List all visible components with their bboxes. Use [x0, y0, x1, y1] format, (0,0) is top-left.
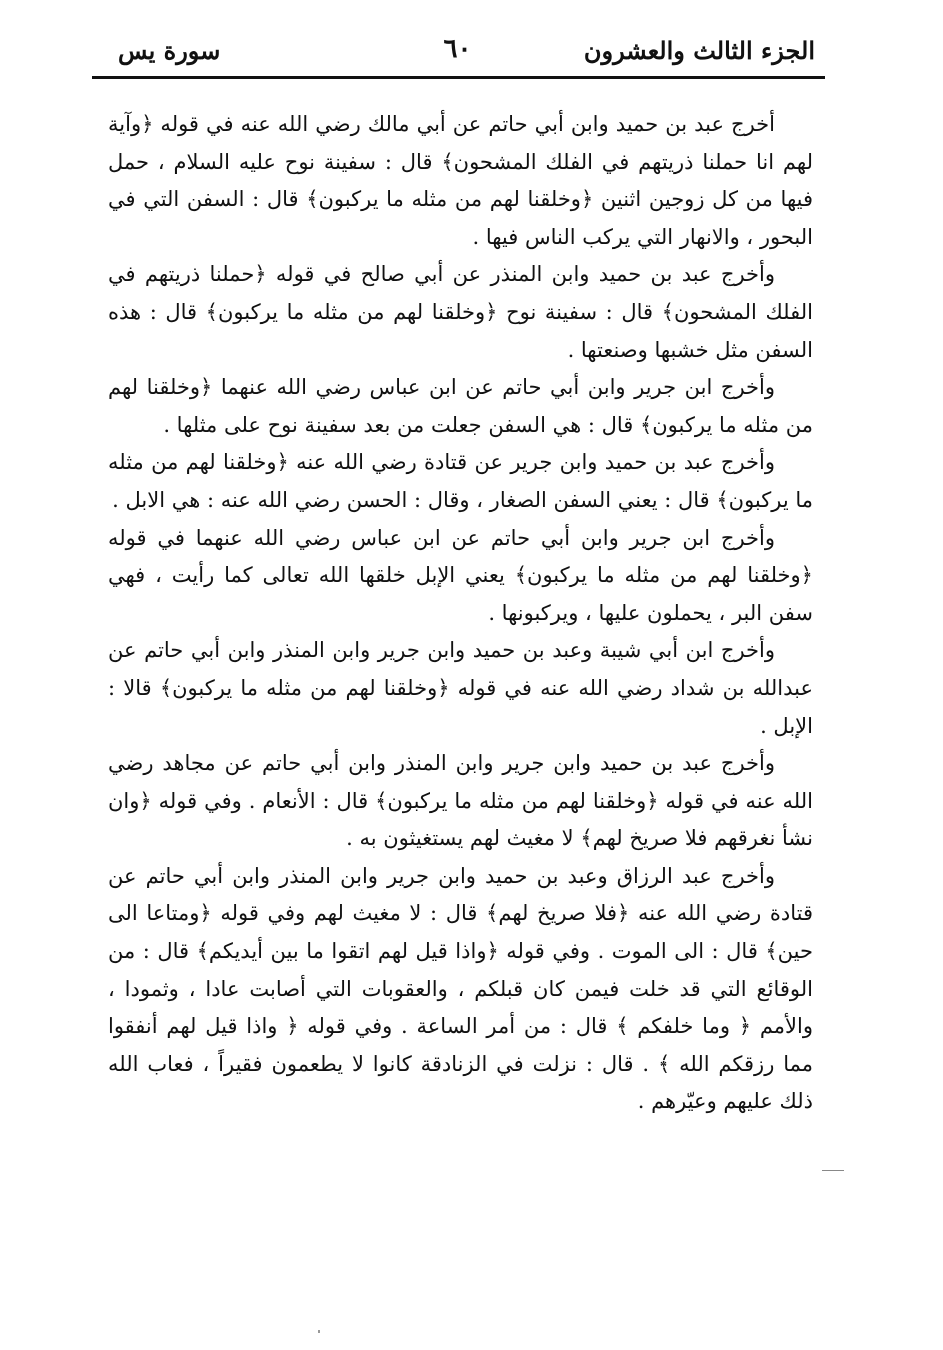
header-divider	[92, 76, 825, 79]
paragraph: وأخرج عبد بن حميد وابن جرير عن قتادة رضي الله عنه ﴿وخلقنا لهم من مثله ما يركبون﴾ قال : يعني السفن الصغار ، وقال : الحسن رضي الله عنه : هي الابل .	[108, 450, 813, 512]
paragraph: وأخرج ابن أبي شيبة وعبد بن حميد وابن جرير وابن المنذر وابن أبي حاتم عن عبدالله بن شداد رضي الله عنه في قوله ﴿وخلقنا لهم من مثله ما يركبون﴾ قالا : الإبل .	[108, 638, 813, 738]
juz-title: الجزء الثالث والعشرون	[583, 36, 815, 65]
page-number: ٦٠	[443, 34, 472, 64]
surah-title: سورة يس	[118, 36, 221, 65]
scan-mark	[822, 1170, 844, 1171]
paragraph: وأخرج ابن جرير وابن أبي حاتم عن ابن عباس رضي الله عنهما في قوله ﴿وخلقنا لهم من مثله ما يركبون﴾ يعني الإبل خلقها الله تعالى كما رأيت ، فهي سفن البر ، يحملون عليها ، ويركبونها .	[108, 525, 813, 625]
scan-speck	[318, 1330, 320, 1333]
paragraph: وأخرج عبد بن حميد وابن المنذر عن أبي صالح في قوله ﴿حملنا ذريتهم في الفلك المشحون﴾ قال : سفينة نوح ﴿وخلقنا لهم من مثله ما يركبون﴾ قال : هذه السفن مثل خشبها وصنعتها .	[108, 262, 813, 362]
page-body	[108, 106, 813, 1121]
paragraph: أخرج عبد بن حميد وابن أبي حاتم عن أبي مالك رضي الله عنه في قوله ﴿وآية لهم انا حملنا ذريتهم في الفلك المشحون﴾ قال : سفينة نوح عليه السلام ، حمل فيها من كل زوجين اثنين ﴿وخلقنا لهم من مثله ما يركبون﴾ قال : السفن التي في البحور ، والانهار التي يركب الناس فيها .	[108, 112, 813, 249]
paragraph: وأخرج عبد الرزاق وعبد بن حميد وابن جرير وابن المنذر وابن أبي حاتم عن قتادة رضي الله عنه ﴿فلا صريخ لهم﴾ قال : لا مغيث لهم وفي قوله ﴿ومتاعا الى حين﴾ قال : الى الموت . وفي قوله ﴿واذا قيل لهم اتقوا ما بين أيديكم﴾ قال : من الوقائع التي قد خلت فيمن كان قبلكم ، والعقوبات التي أصابت عادا ، وثمودا ، والأمم ﴿ وما خلفكم ﴾ قال : من أمر الساعة . وفي قوله ﴿ واذا قيل لهم أنفقوا مما رزقكم الله ﴾ . قال : نزلت في الزنادقة كانوا لا يطعمون فقيراً ، فعاب الله ذلك عليهم وعيّرهم .	[108, 863, 813, 1114]
paragraph: وأخرج عبد بن حميد وابن جرير وابن المنذر وابن أبي حاتم عن مجاهد رضي الله عنه في قوله ﴿وخلقنا لهم من مثله ما يركبون﴾ قال : الأنعام . وفي قوله ﴿وان نشأ نغرقهم فلا صريخ لهم﴾ لا مغيث لهم يستغيثون به .	[108, 751, 813, 851]
page-header	[100, 30, 815, 74]
paragraph: وأخرج ابن جرير وابن أبي حاتم عن ابن عباس رضي الله عنهما ﴿وخلقنا لهم من مثله ما يركبون﴾ قال : هي السفن جعلت من بعد سفينة نوح على مثلها .	[108, 375, 813, 437]
